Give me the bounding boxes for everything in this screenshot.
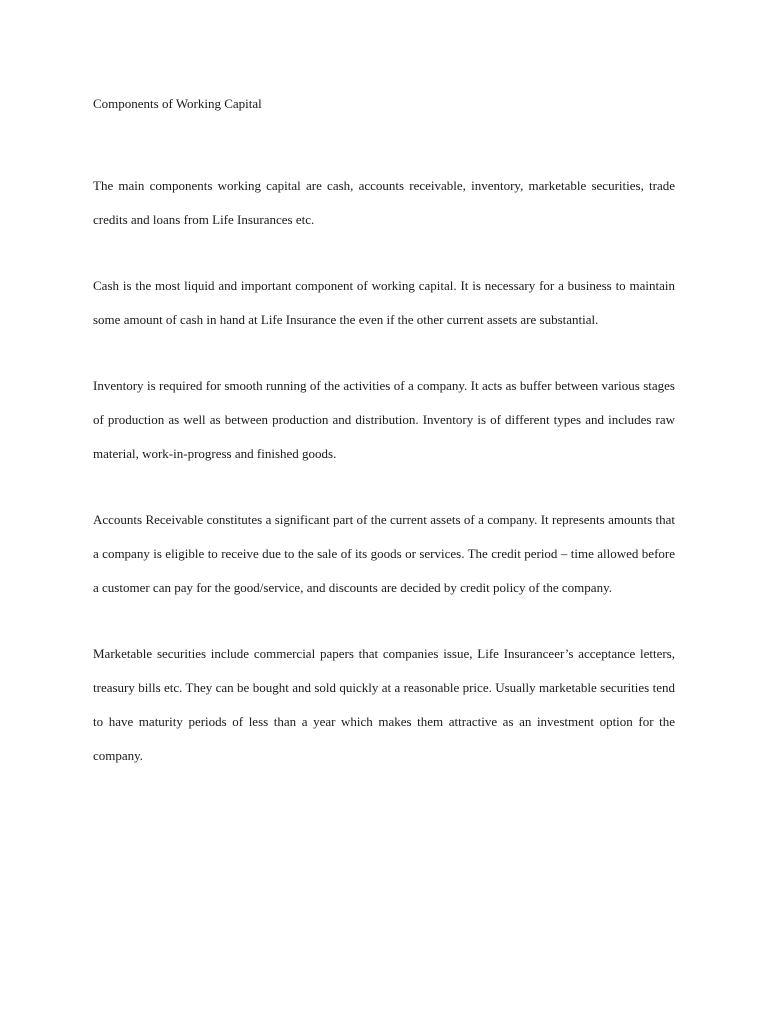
paragraph-inventory: Inventory is required for smooth running of the activities of a company. It acts as buffer between various stages of production as well as between production and distribution. Inventory is of different types and includes raw material, work-in-progress and finished goods. xyxy=(93,378,675,461)
document-page xyxy=(93,95,675,773)
paragraph-intro: The main components working capital are cash, accounts receivable, inventory, marketable securities, trade credits and loans from Life Insurances etc. xyxy=(93,178,675,227)
paragraph-marketable-securities: Marketable securities include commercial papers that companies issue, Life Insuranceer’s acceptance letters, treasury bills etc. They can be bought and sold quickly at a reasonable price. Usually marketable securities tend to have maturity periods of less than a year which makes them attractive as an investment option for the company. xyxy=(93,646,675,763)
paragraph-accounts-receivable: Accounts Receivable constitutes a significant part of the current assets of a company. It represents amounts that a company is eligible to receive due to the sale of its goods or services. The credit period – time allowed before a customer can pay for the good/service, and discounts are decided by credit policy of the company. xyxy=(93,512,675,595)
document-title: Components of Working Capital xyxy=(93,96,262,111)
paragraph-cash: Cash is the most liquid and important component of working capital. It is necessary for a business to maintain some amount of cash in hand at Life Insurance the even if the other current assets are substantial. xyxy=(93,278,675,327)
